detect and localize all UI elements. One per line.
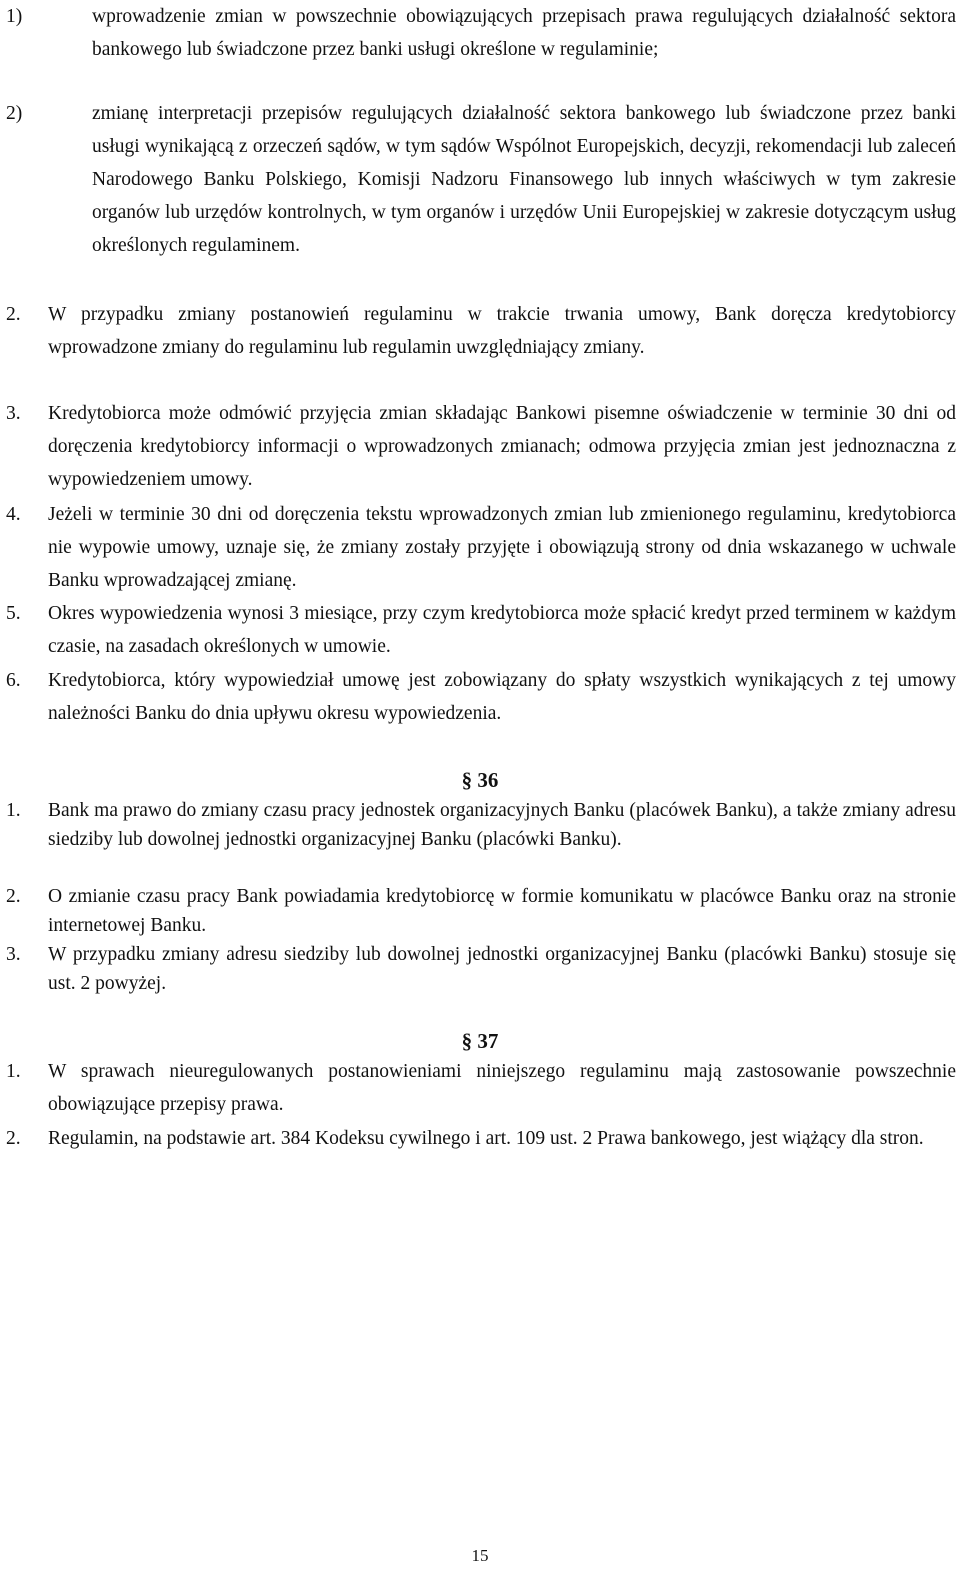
paragraph-text: Jeżeli w terminie 30 dni od doręczenia tekstu wprowadzonych zmian lub zmienionego regulaminu, kredytobiorca nie wypowie umowy, uznaje się, że zmiany zostały przyjęte i obowiązują strony od dnia wskazanego w uchwale Banku wprowadzającej zmianę. — [48, 504, 956, 591]
paragraph-item-6 — [6, 664, 956, 730]
paragraph-number: 1. — [6, 800, 21, 821]
paragraph-number: 2. — [6, 886, 21, 907]
paragraph-number: 3. — [6, 944, 21, 965]
paragraph-text: Kredytobiorca, który wypowiedział umowę jest zobowiązany do spłaty wszystkich wynikających z tej umowy należności Banku do dnia upływu okresu wypowiedzenia. — [48, 670, 956, 724]
paragraph-item-2 — [6, 298, 956, 364]
paragraph-number: 2. — [6, 304, 21, 325]
sub-item-number: 1) — [6, 6, 23, 27]
sub-item-text: wprowadzenie zmian w powszechnie obowiązujących przepisach prawa regulujących działalność sektora bankowego lub świadczone przez banki usługi określone w regulaminie; — [92, 6, 956, 60]
paragraph-text: W przypadku zmiany adresu siedziby lub dowolnej jednostki organizacyjnej Banku (placówki Banku) stosuje się ust. 2 powyżej. — [48, 944, 956, 994]
section-37-item-2 — [6, 1122, 956, 1155]
sub-item-text: zmianę interpretacji przepisów regulujących działalność sektora bankowego lub świadczone przez banki usługi wynikającą z orzeczeń sądów, w tym sądów Wspólnot Europejskich, decyzji, rekomendacji lub zaleceń Narodowego Banku Polskiego, Komisji Nadzoru Finansowego lub innych właściwych w tym zakresie organów lub urzędów kontrolnych, w tym organów i urzędów Unii Europejskiej w zakresie dotyczącym usług określonych regulaminem. — [92, 103, 956, 256]
paragraph-number: 1. — [6, 1061, 21, 1082]
section-36-item-2 — [6, 882, 956, 940]
paragraph-number: 5. — [6, 603, 21, 624]
page-number: 15 — [471, 1546, 489, 1565]
paragraph-item-5 — [6, 597, 956, 663]
section-37-item-1 — [6, 1055, 956, 1121]
paragraph-number: 3. — [6, 403, 21, 424]
paragraph-text: W sprawach nieuregulowanych postanowieniami niniejszego regulaminu mają zastosowanie powszechnie obowiązujące przepisy prawa. — [48, 1061, 956, 1115]
paragraph-text: Kredytobiorca może odmówić przyjęcia zmian składając Bankowi pisemne oświadczenie w terminie 30 dni od doręczenia kredytobiorcy informacji o wprowadzonych zmianach; odmowa przyjęcia zmian jest jednoznaczna z wypowiedzeniem umowy. — [48, 403, 956, 490]
paragraph-text: Regulamin, na podstawie art. 384 Kodeksu cywilnego i art. 109 ust. 2 Prawa bankowego, jest wiążący dla stron. — [48, 1128, 924, 1149]
paragraph-text: Okres wypowiedzenia wynosi 3 miesiące, przy czym kredytobiorca może spłacić kredyt przed terminem w każdym czasie, na zasadach określonych w umowie. — [48, 603, 956, 657]
sub-item-2 — [6, 97, 956, 262]
sub-item-number: 2) — [6, 103, 23, 124]
section-36-heading: § 36 — [461, 768, 499, 792]
paragraph-text: O zmianie czasu pracy Bank powiadamia kredytobiorcę w formie komunikatu w placówce Banku oraz na stronie internetowej Banku. — [48, 886, 956, 936]
section-37-heading: § 37 — [461, 1029, 499, 1053]
paragraph-number: 2. — [6, 1128, 21, 1149]
paragraph-text: W przypadku zmiany postanowień regulaminu w trakcie trwania umowy, Bank doręcza kredytobiorcy wprowadzone zmiany do regulaminu lub regulamin uwzględniający zmiany. — [48, 304, 956, 358]
sub-item-1 — [6, 0, 956, 66]
paragraph-text: Bank ma prawo do zmiany czasu pracy jednostek organizacyjnych Banku (placówek Banku), a także zmiany adresu siedziby lub dowolnej jednostki organizacyjnej Banku (placówki Banku). — [48, 800, 956, 850]
paragraph-item-3 — [6, 397, 956, 496]
section-36-item-3 — [6, 940, 956, 998]
paragraph-item-4 — [6, 498, 956, 597]
paragraph-number: 4. — [6, 504, 21, 525]
paragraph-number: 6. — [6, 670, 21, 691]
section-36-item-1 — [6, 796, 956, 854]
